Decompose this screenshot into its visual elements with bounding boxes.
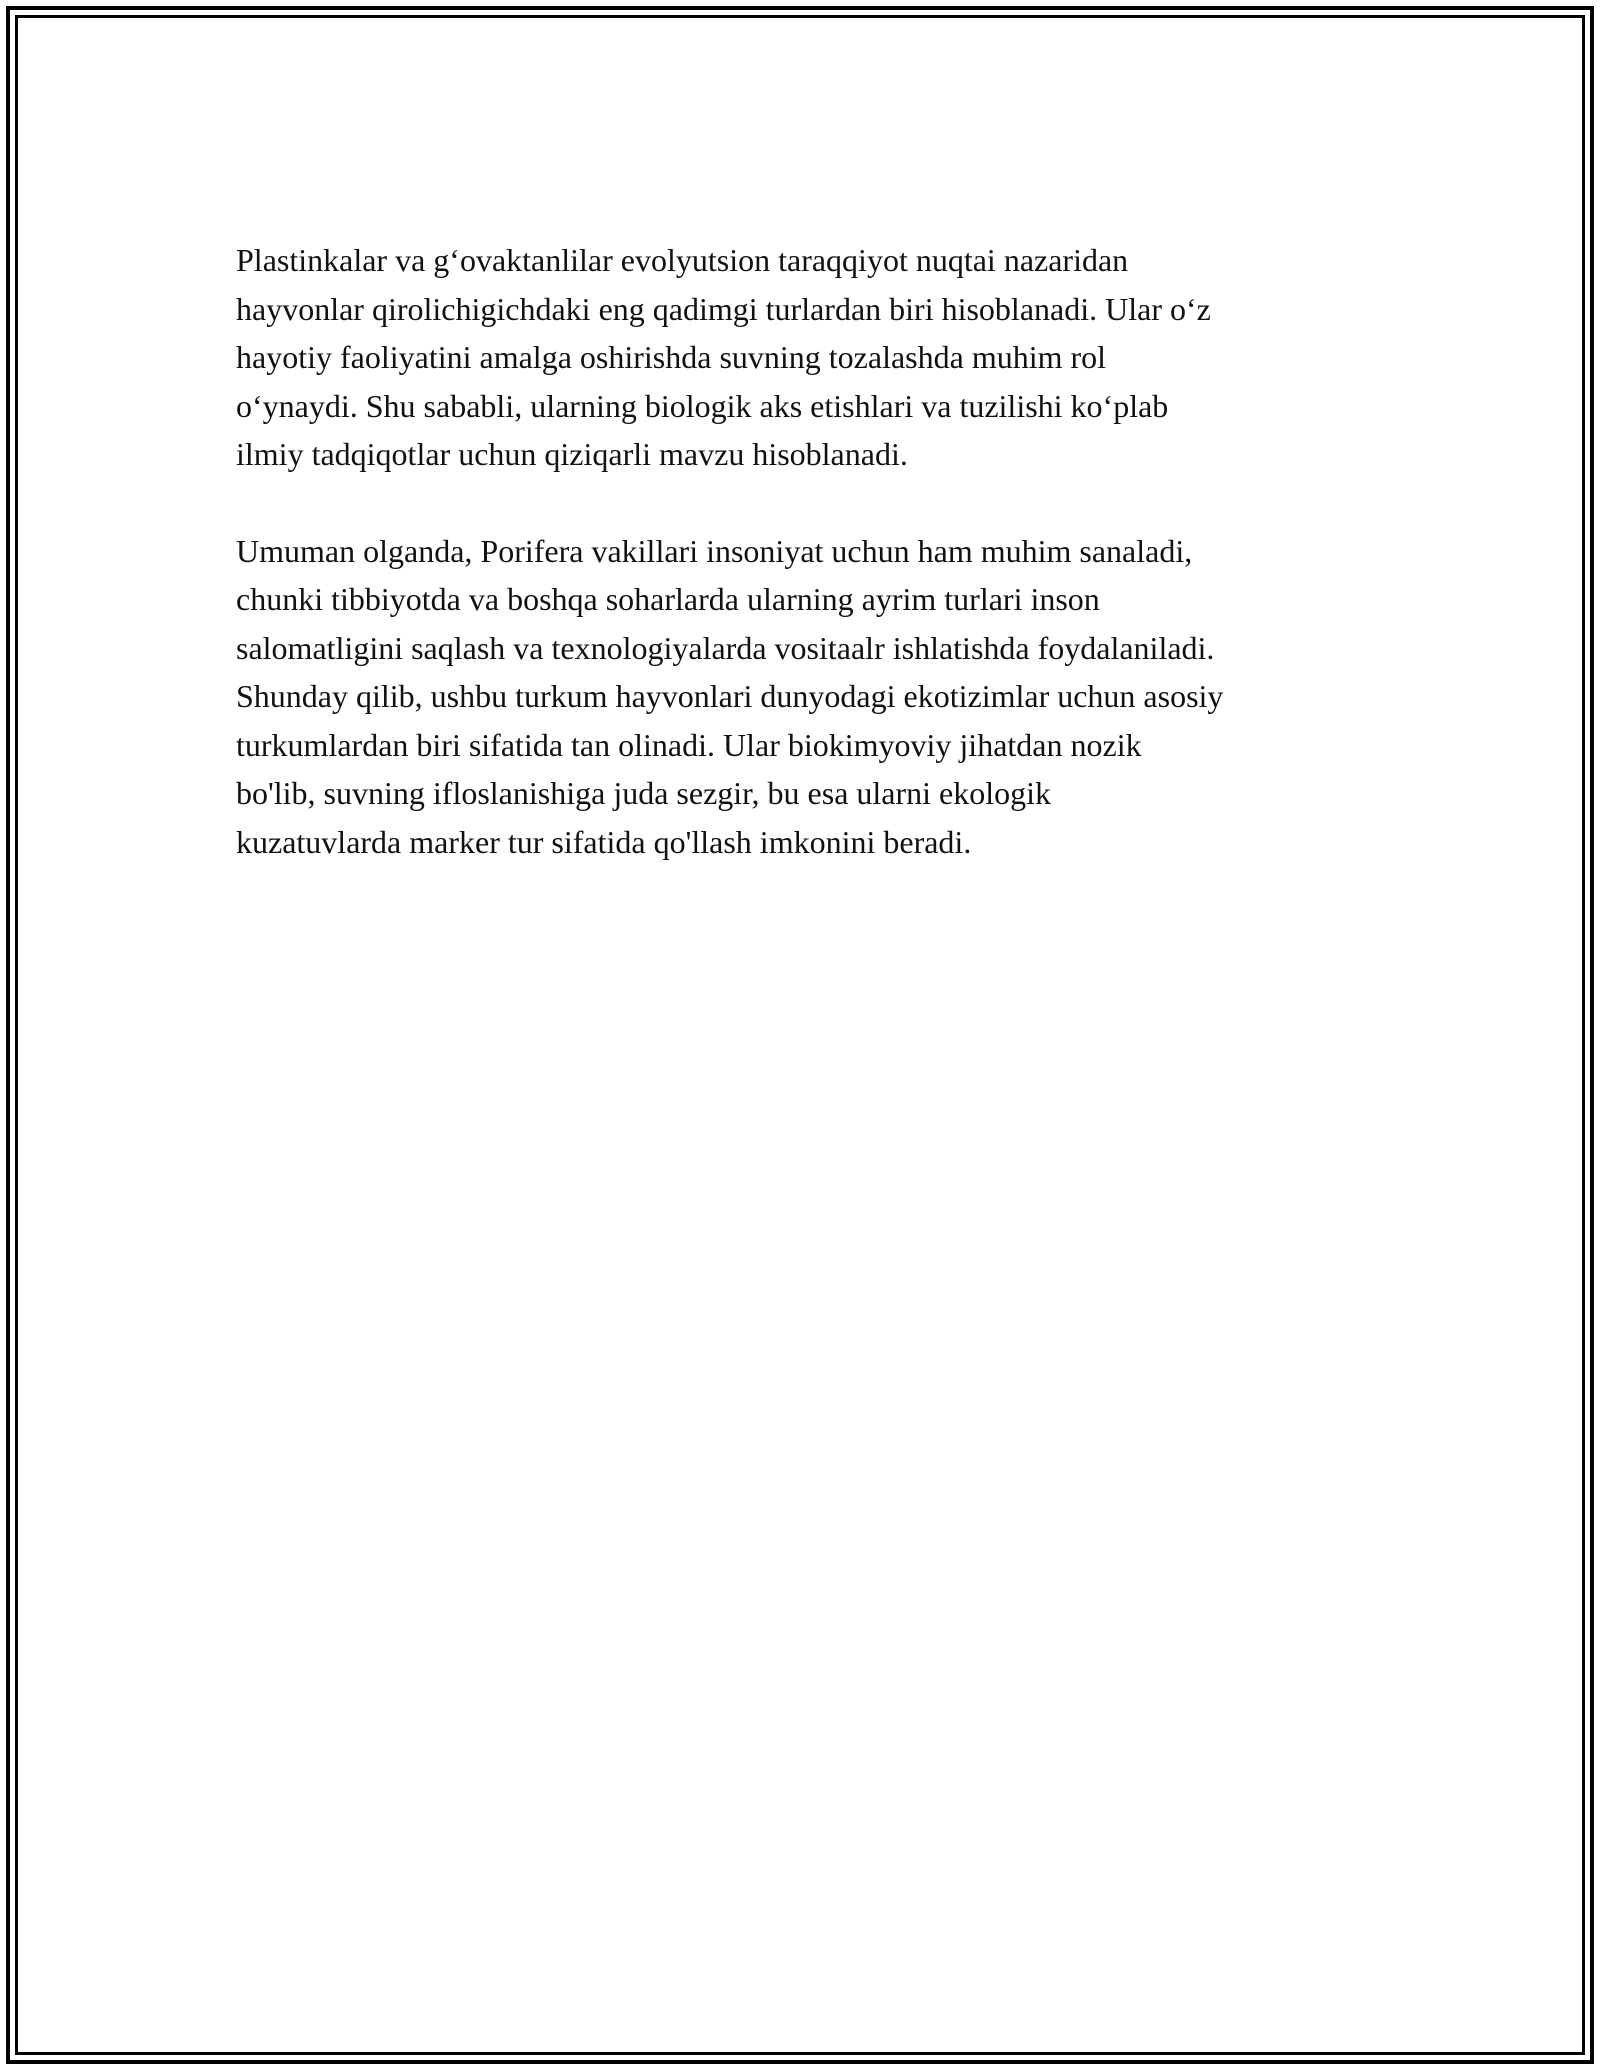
text-line: Umuman olganda, Porifera vakillari insoniyat uchun ham muhim sanaladi, <box>236 532 1193 569</box>
paragraph-1 <box>236 236 1396 479</box>
text-line: hayvonlar qirolichigichdaki eng qadimgi turlardan biri hisoblanadi. Ular o‘z <box>236 290 1211 327</box>
paragraph-2 <box>236 527 1396 867</box>
text-line: ilmiy tadqiqotlar uchun qiziqarli mavzu hisoblanadi. <box>236 436 908 472</box>
text-line: Shunday qilib, ushbu turkum hayvonlari dunyodagi ekotizimlar uchun asosiy <box>236 678 1224 714</box>
text-line: chunki tibbiyotda va boshqa soharlarda ularning ayrim turlari inson <box>236 581 1100 617</box>
text-line: hayotiy faoliyatini amalga oshirishda suvning tozalashda muhim rol <box>236 339 1107 375</box>
text-line: kuzatuvlarda marker tur sifatida qo'llash imkonini beradi. <box>236 823 972 860</box>
text-line: salomatligini saqlash va texnologiyalarda vositaalr ishlatishda foydalaniladi. <box>236 629 1215 666</box>
text-line: turkumlardan biri sifatida tan olinadi. Ular biokimyoviy jihatdan nozik <box>236 726 1142 763</box>
text-line: o‘ynaydi. Shu sababli, ularning biologik aks etishlari va tuzilishi ko‘plab <box>236 387 1169 424</box>
text-line: bo'lib, suvning ifloslanishiga juda sezgir, bu esa ularni ekologik <box>236 775 1052 811</box>
document-body <box>236 236 1396 914</box>
text-line: Plastinkalar va g‘ovaktanlilar evolyutsion taraqqiyot nuqtai nazaridan <box>236 242 1129 278</box>
